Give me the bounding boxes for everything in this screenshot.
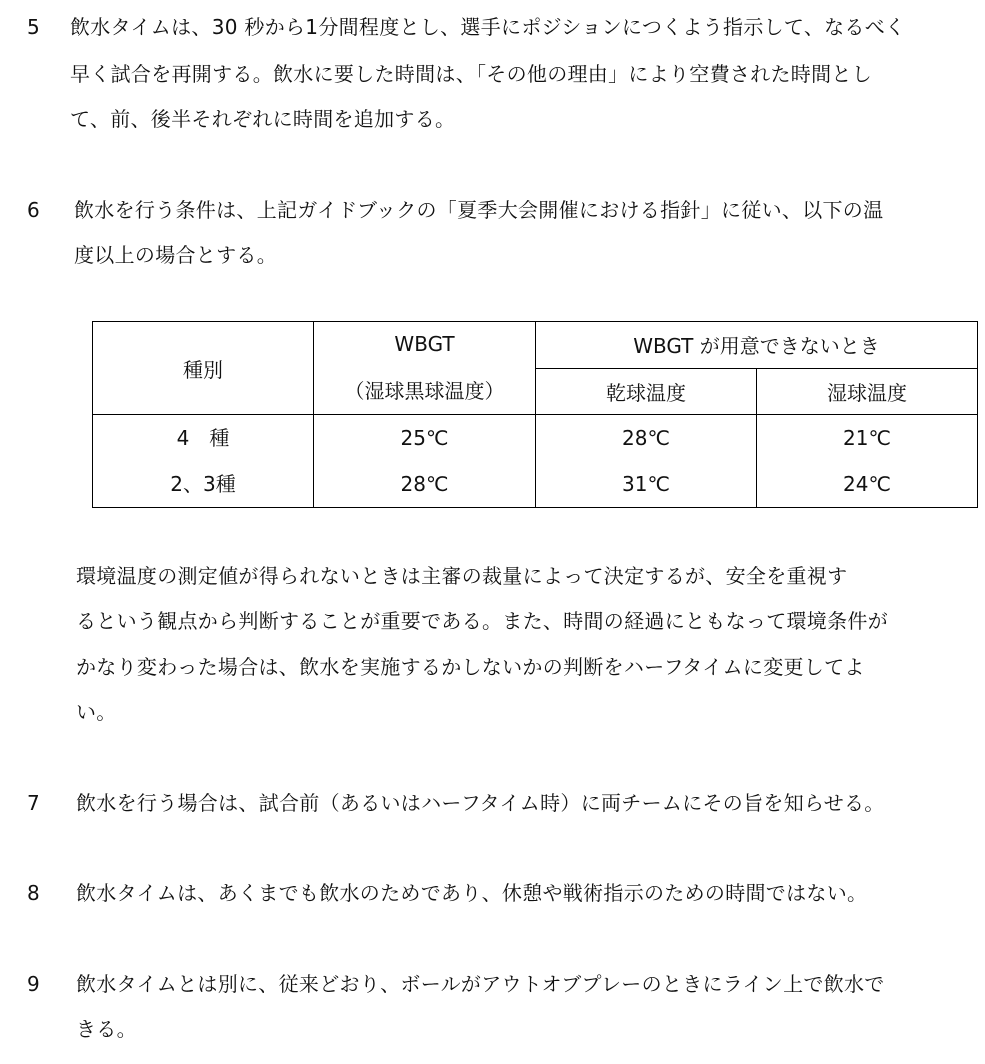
text-line: るという観点から判断することが重要である。また、時間の経過にともなって環境条件が: [76, 609, 888, 633]
text-line: きる。: [76, 1017, 137, 1041]
text-line: て、前、後半それぞれに時間を追加する。: [70, 107, 456, 131]
header-wbgt-sub: （湿球黒球温度）: [344, 379, 505, 404]
header-alternative: WBGT が用意できないとき: [536, 322, 978, 369]
cell-type: 4 種 2、3種: [93, 415, 314, 508]
item-number: 9: [27, 972, 40, 996]
text-line: かなり変わった場合は、飲水を実施するかしないかの判断をハーフタイムに変更してよ: [76, 655, 865, 679]
item-number: 5: [27, 15, 40, 39]
header-dry-bulb: 乾球温度: [536, 368, 757, 415]
text-line: 度以上の場合とする。: [74, 243, 277, 267]
text-line: 飲水タイムは、30 秒から1分間程度とし、選手にポジションにつくよう指示して、なるべく: [70, 15, 906, 39]
header-type: 種別: [93, 322, 314, 415]
text-line: 飲水タイムは、あくまでも飲水のためであり、休憩や戦術指示のための時間ではない。: [76, 881, 868, 905]
cell-wbgt: 25℃ 28℃: [314, 415, 536, 508]
text-line: 早く試合を再開する。飲水に要した時間は、「その他の理由」により空費された時間とし: [70, 62, 872, 86]
header-wbgt-label: WBGT: [394, 331, 455, 356]
item-number: 8: [27, 881, 40, 905]
text-line: い。: [76, 700, 117, 724]
cell-wet-bulb: 21℃ 24℃: [757, 415, 978, 508]
header-wbgt: [314, 322, 536, 415]
item-number: 6: [27, 198, 40, 222]
text-line: 飲水を行う条件は、上記ガイドブックの「夏季大会開催における指針」に従い、以下の温: [74, 198, 884, 222]
cell-dry-bulb: 28℃ 31℃: [536, 415, 757, 508]
text-line: 環境温度の測定値が得られないときは主審の裁量によって決定するが、安全を重視す: [76, 564, 848, 588]
text-line: 飲水を行う場合は、試合前（あるいはハーフタイム時）に両チームにその旨を知らせる。: [76, 791, 885, 815]
header-wet-bulb: 湿球温度: [757, 368, 978, 415]
temperature-table: [92, 321, 978, 508]
text-line: 飲水タイムとは別に、従来どおり、ボールがアウトオブプレーのときにライン上で飲水で: [76, 972, 885, 996]
item-number: 7: [27, 791, 40, 815]
